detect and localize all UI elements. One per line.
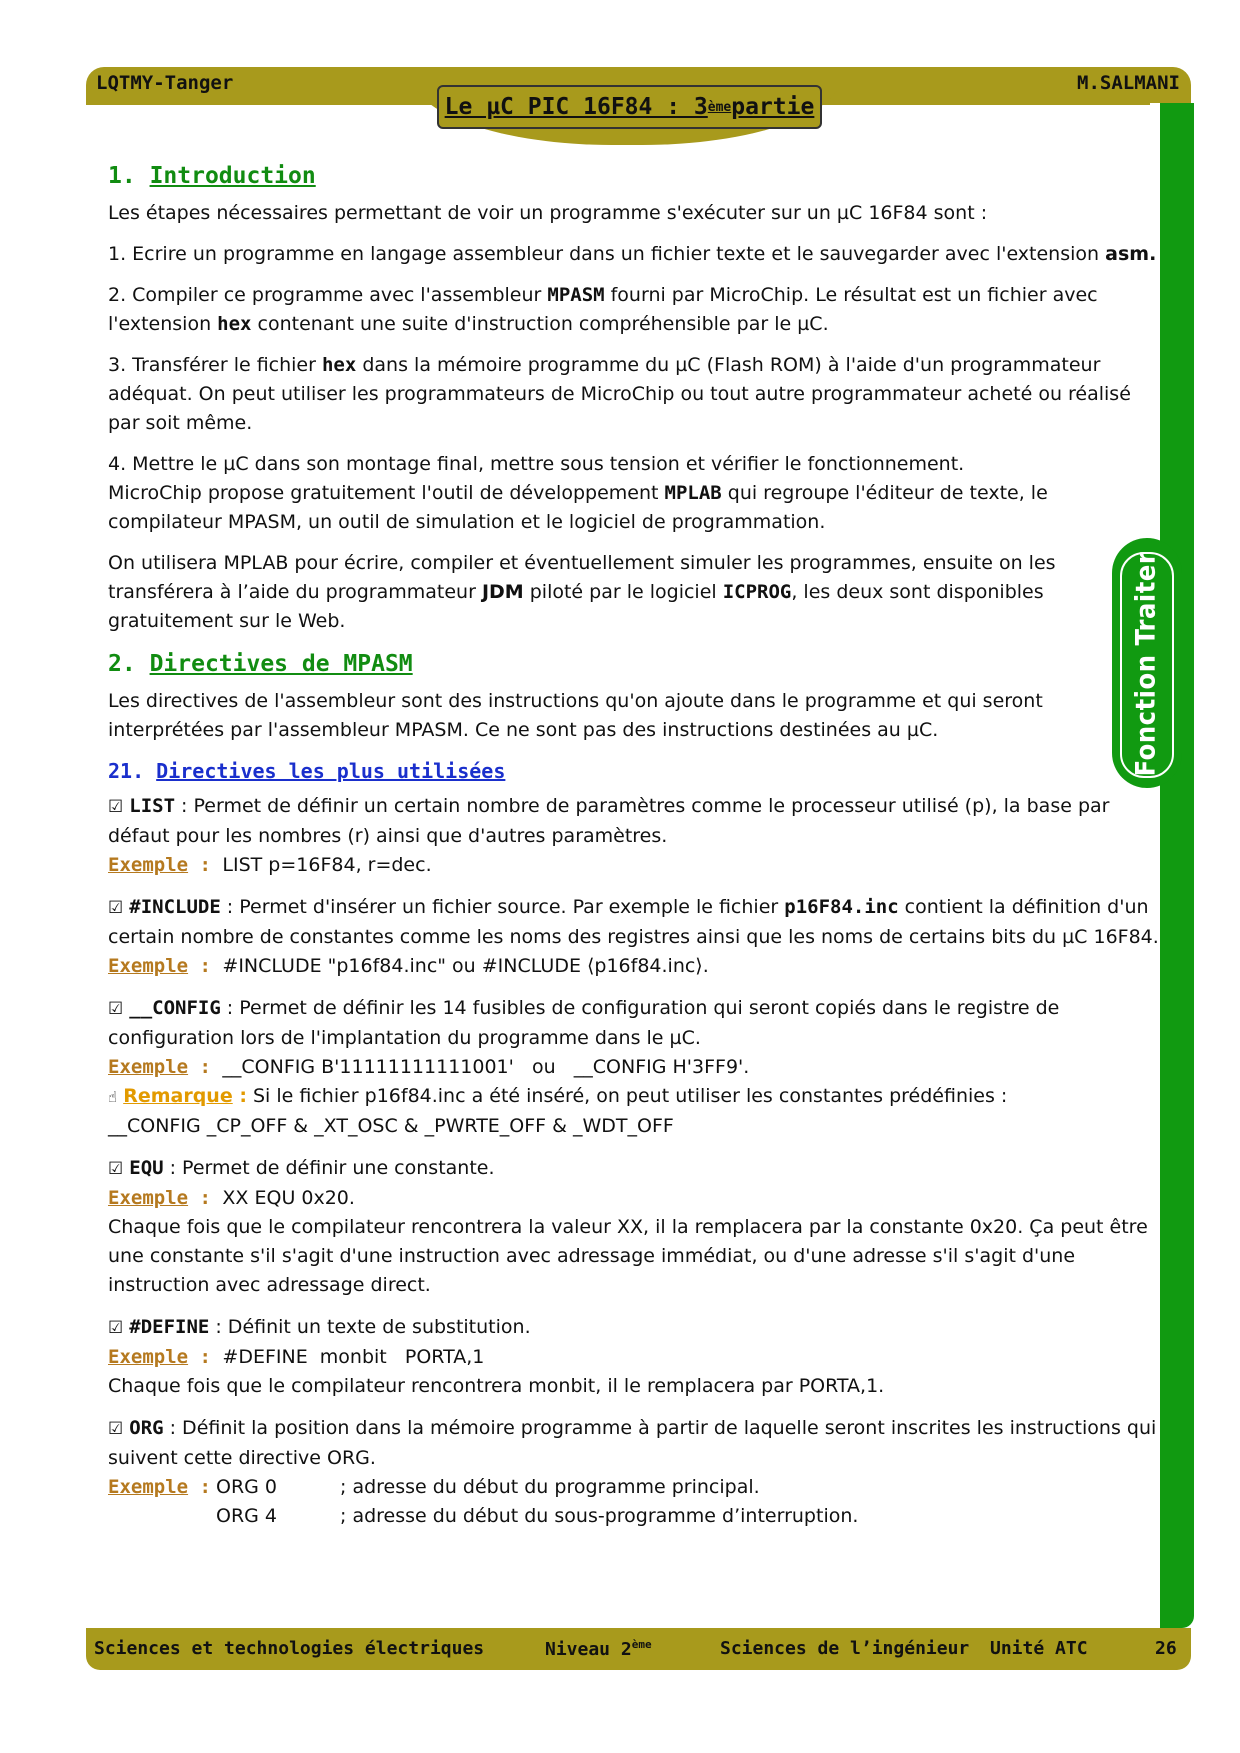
- step-1-ext: asm: [1105, 243, 1150, 265]
- document-body: [108, 162, 1160, 1544]
- directive-list-example: [108, 851, 1160, 880]
- step-4-mplab: MPLAB: [664, 482, 722, 504]
- section-21-number: 21.: [108, 759, 145, 783]
- directive-org-keyword: ORG: [129, 1417, 164, 1439]
- tools-jdm: JDM: [481, 581, 524, 603]
- step-2: [108, 281, 1160, 339]
- section-1-title: Introduction: [149, 163, 316, 189]
- section-1-heading: [108, 162, 1160, 191]
- directive-include-keyword: #INCLUDE: [129, 896, 221, 918]
- step-3: [108, 351, 1160, 438]
- example-colon: :: [188, 1346, 223, 1368]
- section-2-heading: [108, 650, 1160, 679]
- directive-list-keyword: LIST: [129, 795, 176, 817]
- section-1-number: 1.: [108, 163, 136, 189]
- directive-equ-example: [108, 1184, 1160, 1213]
- directive-define-note: Chaque fois que le compilateur rencontrera monbit, il le remplacera par PORTA,1.: [108, 1375, 885, 1397]
- directive-list-example-text: LIST p=16F84, r=dec.: [222, 854, 432, 876]
- org-example-code-1: ORG 0: [216, 1476, 278, 1498]
- step-2-text-c: contenant une suite d'instruction compréhensible par le µC.: [251, 313, 829, 335]
- checkbox-icon: ☑: [108, 999, 124, 1019]
- tools-text-b: piloté par le logiciel: [523, 581, 723, 603]
- directive-define-text: : Définit un texte de substitution.: [209, 1316, 531, 1338]
- directive-define: [108, 1313, 1160, 1401]
- checkbox-icon: ☑: [108, 1419, 124, 1439]
- page-title: [437, 85, 822, 129]
- example-colon: :: [188, 1476, 211, 1498]
- author-name: M.SALMANI: [1077, 72, 1180, 94]
- directive-config-text: : Permet de définir les 14 fusibles de configuration qui seront copiés dans le registre de configuration lors de l'implantation du programme dans le µC.: [108, 997, 1060, 1049]
- directive-equ-example-text: XX EQU 0x20.: [222, 1187, 355, 1209]
- side-tab-label: Fonction Traiter: [1130, 551, 1162, 777]
- tools-text-a: On utilisera MPLAB pour écrire, compiler et éventuellement simuler les programmes, ensuite on les transférera à l’aide du programmateur: [108, 552, 1056, 603]
- directive-org-text: : Définit la position dans la mémoire programme à partir de laquelle seront inscrites les instructions qui suivent cette directive ORG.: [108, 1417, 1157, 1469]
- directive-org-desc: [108, 1414, 1160, 1473]
- example-label: Exemple: [108, 1476, 189, 1498]
- example-label: Exemple: [108, 1187, 189, 1209]
- directive-define-example: [108, 1343, 1160, 1372]
- footer-domain: Sciences de l’ingénieur: [720, 1638, 970, 1659]
- footer-unit: Unité ATC: [990, 1638, 1088, 1659]
- page-title-sup: ème: [707, 99, 732, 115]
- directive-define-desc: [108, 1313, 1160, 1343]
- directive-org-example-1: [108, 1473, 1160, 1502]
- section-21-heading: [108, 757, 1160, 786]
- directive-include-text-a: : Permet d'insérer un fichier source. Par exemple le fichier: [220, 896, 785, 918]
- step-2-text-a: 2. Compiler ce programme avec l'assembleur: [108, 284, 548, 306]
- org-example-comment-1: ; adresse du début du programme principal.: [340, 1476, 760, 1498]
- checkbox-icon: ☑: [108, 1159, 124, 1179]
- org-example-code-2: ORG 4: [216, 1505, 278, 1527]
- example-label: Exemple: [108, 854, 189, 876]
- directive-config-example: [108, 1053, 1160, 1082]
- step-3-text-b: dans la mémoire programme du µC (Flash ROM) à l'aide d'un programmateur adéquat. On peut utiliser les programmateurs de MicroChip ou tout autre programmateur acheté ou réalisé par soit même.: [108, 354, 1131, 434]
- directive-define-example-text: #DEFINE monbit PORTA,1: [222, 1346, 485, 1368]
- directive-include: [108, 893, 1160, 981]
- directive-include-text-b: contient la définition d'un certain nombre de constantes comme les noms des registres ainsi que les noms de certains bits du µC 16F84.: [108, 896, 1159, 948]
- directive-config-remark-line-2: __CONFIG _CP_OFF & _XT_OSC & _PWRTE_OFF & _WDT_OFF: [108, 1115, 674, 1137]
- step-4-text-b: qui regroupe l'éditeur de texte, le compilateur MPASM, un outil de simulation et le logiciel de programmation.: [108, 482, 1048, 533]
- side-band: [1160, 103, 1194, 1628]
- tools-paragraph: [108, 549, 1160, 636]
- footer-level-sup: ème: [631, 1638, 652, 1651]
- step-3-text-a: 3. Transférer le fichier: [108, 354, 322, 376]
- step-2-text-b: fourni par MicroChip. Le résultat est un fichier avec l'extension: [108, 284, 1098, 335]
- example-colon: :: [188, 1056, 223, 1078]
- directive-equ: [108, 1154, 1160, 1300]
- page-title-end: partie: [731, 94, 815, 120]
- directive-include-file: p16F84.inc: [784, 896, 899, 918]
- directive-equ-text: : Permet de définir une constante.: [163, 1157, 495, 1179]
- school-name: LQTMY-Tanger: [96, 72, 234, 94]
- tools-icprog: ICPROG: [722, 581, 792, 603]
- pointing-hand-icon: ☝: [108, 1088, 118, 1106]
- example-label: Exemple: [108, 1346, 189, 1368]
- example-label: Exemple: [108, 955, 189, 977]
- directive-include-desc: [108, 893, 1160, 952]
- footer-level-text: Niveau 2: [545, 1639, 632, 1660]
- footer-level: [545, 1638, 652, 1660]
- remark-label: Remarque: [123, 1085, 233, 1107]
- remark-colon: :: [232, 1085, 247, 1107]
- step-2-hex: hex: [217, 313, 252, 335]
- step-2-mpasm: MPASM: [547, 284, 605, 306]
- directive-equ-note: Chaque fois que le compilateur rencontrera la valeur XX, il la remplacera par la constante 0x20. Ça peut être une constante s'il s'agit d'une instruction avec adressage immédiat, ou d'une adresse s'il s'agit d'une instruction avec adressage direct.: [108, 1216, 1148, 1296]
- directive-config: [108, 994, 1160, 1141]
- intro-paragraph: Les étapes nécessaires permettant de voir un programme s'exécuter sur un µC 16F84 sont :: [108, 202, 988, 224]
- step-1-end: .: [1149, 243, 1157, 265]
- directive-include-example-text: #INCLUDE "p16f84.inc" ou #INCLUDE ⟨p16f84.inc⟩.: [222, 955, 709, 977]
- example-colon: :: [188, 1187, 223, 1209]
- directive-org-example-2: [108, 1502, 1160, 1531]
- section-2-intro: Les directives de l'assembleur sont des instructions qu'on ajoute dans le programme et qui seront interprétées par l'assembleur MPASM. Ce ne sont pas des instructions destinées au µC.: [108, 690, 1043, 741]
- directive-include-example: [108, 952, 1160, 981]
- directive-config-example-text: __CONFIG B'11111111111001' ou __CONFIG H'3FF9'.: [222, 1056, 750, 1078]
- directive-equ-desc: [108, 1154, 1160, 1184]
- step-1: [108, 240, 1160, 269]
- checkbox-icon: ☑: [108, 1318, 124, 1338]
- checkbox-icon: ☑: [108, 797, 124, 817]
- checkbox-icon: ☑: [108, 898, 124, 918]
- org-example-comment-2: ; adresse du début du sous-programme d’interruption.: [340, 1505, 859, 1527]
- step-3-hex: hex: [321, 354, 357, 376]
- step-4-text-a: MicroChip propose gratuitement l'outil de développement: [108, 482, 665, 504]
- example-colon: :: [188, 955, 223, 977]
- directive-config-keyword: __CONFIG: [129, 997, 221, 1019]
- directive-config-remark-text: Si le fichier p16f84.inc a été inséré, on peut utiliser les constantes prédéfinies :: [246, 1085, 1008, 1107]
- directive-list: [108, 792, 1160, 880]
- example-colon: :: [188, 854, 223, 876]
- directive-define-keyword: #DEFINE: [129, 1316, 210, 1338]
- directive-equ-keyword: EQU: [129, 1157, 164, 1179]
- page-number: 26: [1155, 1638, 1177, 1659]
- section-2-number: 2.: [108, 651, 136, 677]
- step-4-line-1: 4. Mettre le µC dans son montage final, mettre sous tension et vérifier le fonctionnement.: [108, 453, 965, 475]
- section-21-title: Directives les plus utilisées: [156, 759, 506, 783]
- step-4: [108, 450, 1160, 537]
- example-label: Exemple: [108, 1056, 189, 1078]
- step-1-text: 1. Ecrire un programme en langage assembleur dans un fichier texte et le sauvegarder avec l'extension: [108, 243, 1106, 265]
- directive-list-text: : Permet de définir un certain nombre de paramètres comme le processeur utilisé (p), la base par défaut pour les nombres (r) ainsi que d'autres paramètres.: [108, 795, 1110, 847]
- page-title-main: Le µC PIC 16F84 : 3: [444, 94, 708, 120]
- footer-subject: Sciences et technologies électriques: [94, 1638, 485, 1659]
- section-2-title: Directives de MPASM: [149, 651, 413, 677]
- directive-org: [108, 1414, 1160, 1531]
- directive-list-desc: [108, 792, 1160, 851]
- directive-config-desc: [108, 994, 1160, 1053]
- tools-text-c: , les deux sont disponibles gratuitement sur le Web.: [108, 581, 1044, 632]
- directive-config-remark: [108, 1082, 1160, 1112]
